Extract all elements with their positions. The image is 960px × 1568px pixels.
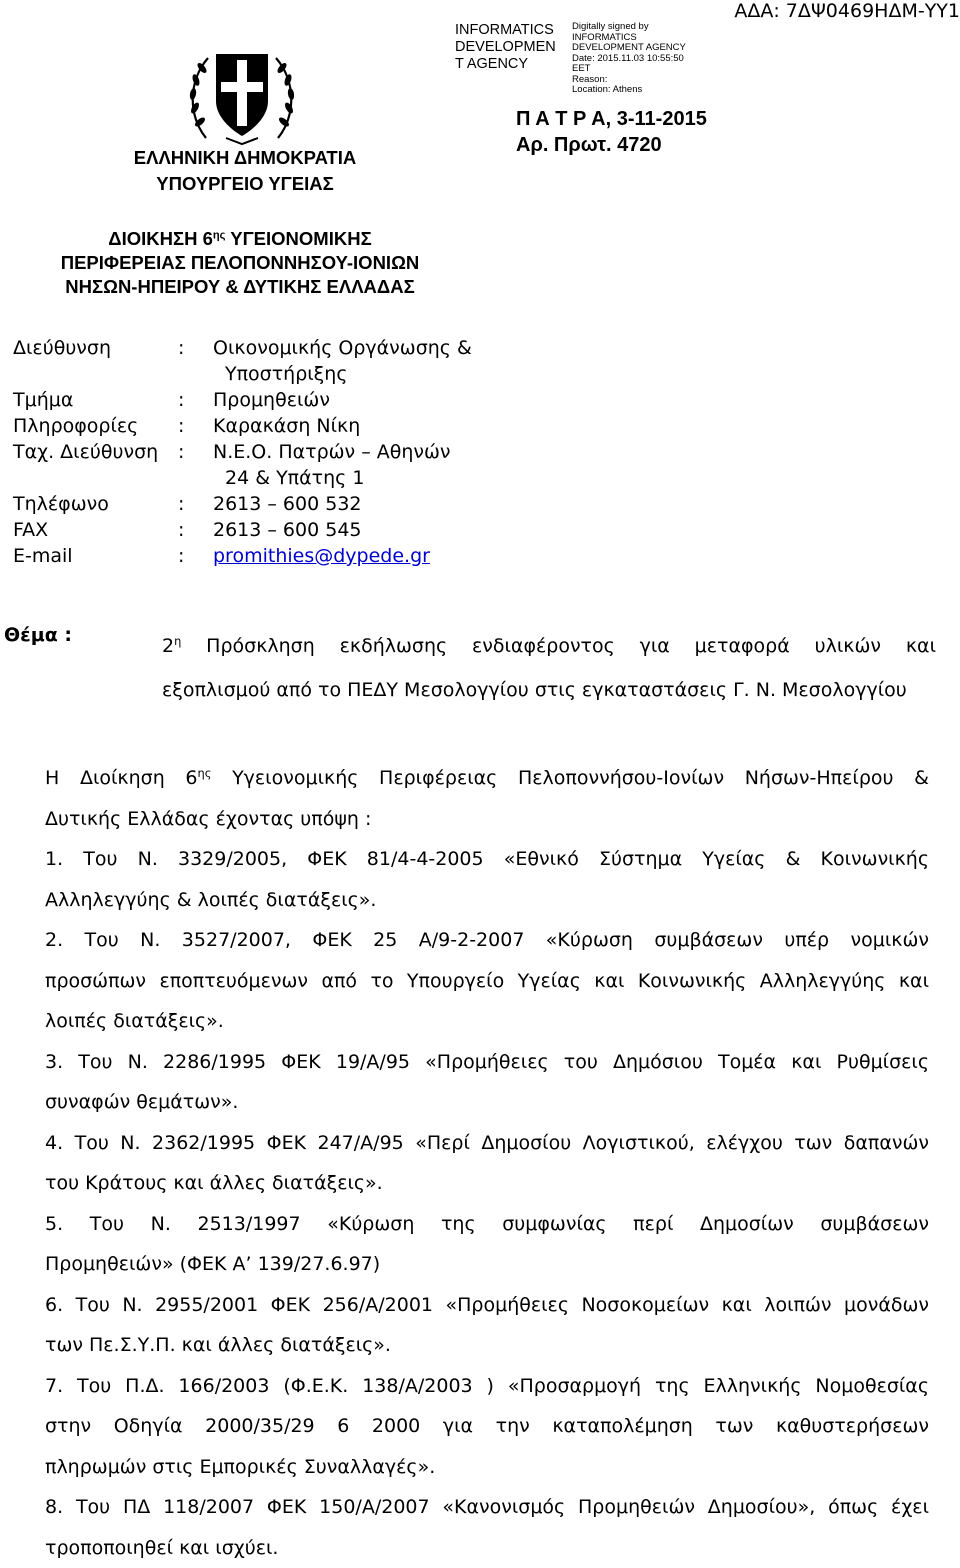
signature-line: DEVELOPMENT AGENCY bbox=[572, 43, 686, 54]
legal-reference-line: 2. Του Ν. 3527/2007, ΦΕΚ 25 Α/9-2-2007 «Κύρωση συμβάσεων υπέρ νομικών bbox=[45, 920, 929, 961]
contact-row: Τμήμα : Προμηθειών bbox=[13, 387, 513, 413]
authority-line: ΠΕΡΙΦΕΡΕΙΑΣ ΠΕΛΟΠΟΝΝΗΣΟΥ-ΙΟΝΙΩΝ bbox=[0, 251, 490, 275]
contact-row: FAX : 2613 – 600 545 bbox=[13, 517, 513, 543]
legal-reference-line: Προμηθειών» (ΦΕΚ Α’ 139/27.6.97) bbox=[45, 1244, 929, 1285]
legal-reference-item bbox=[45, 1042, 929, 1123]
legal-reference-item bbox=[45, 920, 929, 1042]
signature-line: EET bbox=[572, 64, 686, 75]
legal-reference-line: λοιπές διατάξεις». bbox=[45, 1001, 929, 1042]
intro-line: Δυτικής Ελλάδας έχοντας υπόψη : bbox=[45, 799, 929, 840]
legal-reference-line: 1. Του Ν. 3329/2005, ΦΕΚ 81/4-4-2005 «Εθνικό Σύστημα Υγείας & Κοινωνικής bbox=[45, 839, 929, 880]
legal-reference-line: Αλληλεγγύης & λοιπές διατάξεις». bbox=[45, 880, 929, 921]
contact-row: Διεύθυνση : Οικονομικής Οργάνωσης & Υποστήριξης bbox=[13, 335, 513, 387]
authority-line: ΥΠΟΥΡΓΕΙΟ ΥΓΕΙΑΣ bbox=[0, 171, 495, 197]
subject-text: $2^\eta$ Πρόσκληση εκδήλωσης ενδιαφέροντος για μεταφορά υλικών και εξοπλισμού από το ΠΕΔΥ Μεσολογγίου στις εγκαταστάσεις Γ. Ν. Μεσολογγίου bbox=[162, 624, 936, 712]
legal-reference-line: τροποποιηθεί και ισχύει. bbox=[45, 1528, 929, 1568]
authority-department bbox=[0, 227, 490, 299]
legal-reference-line: 3. Του Ν. 2286/1995 ΦΕΚ 19/Α/95 «Προμήθειες του Δημόσιου Τομέα και Ρυθμίσεις bbox=[45, 1042, 929, 1083]
digital-signature-details bbox=[572, 22, 686, 96]
legal-reference-line: του Κράτους και άλλες διατάξεις». bbox=[45, 1163, 929, 1204]
signature-line: Digitally signed by bbox=[572, 22, 686, 33]
legal-reference-line: 7. Του Π.Δ. 166/2003 (Φ.Ε.Κ. 138/Α/2003 ) «Προσαρμογή της Ελληνικής Νομοθεσίας bbox=[45, 1366, 929, 1407]
signature-line: INFORMATICS bbox=[572, 33, 686, 44]
legal-reference-item bbox=[45, 839, 929, 920]
intro-line: Η Διοίκηση $6^{\eta\varsigma}$ Υγειονομικής Περιφέρειας Πελοποννήσου-Ιονίων Νήσων-Ηπείρου & bbox=[45, 758, 929, 799]
ada-number: ΑΔΑ: 7ΔΨ0469ΗΔΜ-ΥΥ1 bbox=[734, 0, 960, 22]
legal-reference-line: 4. Του Ν. 2362/1995 ΦΕΚ 247/Α/95 «Περί Δημοσίου Λογιστικού, ελέγχου των δαπανών bbox=[45, 1123, 929, 1164]
contact-details bbox=[13, 335, 513, 569]
authority-line: ΕΛΛΗΝΙΚΗ ΔΗΜΟΚΡΑΤΙΑ bbox=[0, 145, 495, 171]
authority-header bbox=[0, 145, 495, 197]
legal-reference-line: στην Οδηγία 2000/35/29 6 2000 για την καταπολέμηση των καθυστερήσεων bbox=[45, 1406, 929, 1447]
agency-line: T AGENCY bbox=[455, 56, 567, 73]
signature-agency-name bbox=[455, 22, 567, 73]
legal-reference-line: των Πε.Σ.Υ.Π. και άλλες διατάξεις». bbox=[45, 1325, 929, 1366]
email-link[interactable]: promithies@dypede.gr bbox=[213, 545, 430, 567]
signature-line: Reason: bbox=[572, 75, 686, 86]
agency-line: DEVELOPMEN bbox=[455, 39, 567, 56]
legal-reference-line: 6. Του Ν. 2955/2001 ΦΕΚ 256/Α/2001 «Προμήθειες Νοσοκομείων και λοιπών μονάδων bbox=[45, 1285, 929, 1326]
legal-reference-item bbox=[45, 1204, 929, 1285]
greek-emblem-icon bbox=[186, 46, 298, 146]
authority-line: ΝΗΣΩΝ-ΗΠΕΙΡΟΥ & ΔΥΤΙΚΗΣ ΕΛΛΑΔΑΣ bbox=[0, 275, 490, 299]
place-date: Π Α Τ Ρ Α, 3-11-2015 bbox=[516, 108, 707, 131]
contact-row: Πληροφορίες : Καρακάση Νίκη bbox=[13, 413, 513, 439]
legal-reference-line: πληρωμών στις Εμπορικές Συναλλαγές». bbox=[45, 1447, 929, 1488]
legal-references-list bbox=[45, 839, 929, 1568]
protocol-number: Αρ. Πρωτ. 4720 bbox=[516, 134, 662, 157]
legal-reference-item bbox=[45, 1366, 929, 1488]
contact-row: E-mail : promithies@dypede.gr bbox=[13, 543, 513, 569]
legal-reference-line: 5. Του Ν. 2513/1997 «Κύρωση της συμφωνίας περί Δημοσίων συμβάσεων bbox=[45, 1204, 929, 1245]
authority-line: ΔΙΟΙΚΗΣΗ $6^{\eta\varsigma}$ ΥΓΕΙΟΝΟΜΙΚΗΣ bbox=[0, 227, 490, 251]
signature-line: Date: 2015.11.03 10:55:50 bbox=[572, 54, 686, 65]
legal-reference-item bbox=[45, 1123, 929, 1204]
legal-reference-line: συναφών θεμάτων». bbox=[45, 1082, 929, 1123]
agency-line: INFORMATICS bbox=[455, 22, 567, 39]
legal-reference-item bbox=[45, 1487, 929, 1568]
document-body bbox=[45, 758, 929, 1568]
legal-reference-item bbox=[45, 1285, 929, 1366]
subject-label: Θέμα : bbox=[4, 624, 72, 646]
legal-reference-line: προσώπων εποπτευόμενων από το Υπουργείο Υγείας και Κοινωνικής Αλληλεγγύης και bbox=[45, 961, 929, 1002]
contact-row: Τηλέφωνο : 2613 – 600 532 bbox=[13, 491, 513, 517]
signature-line: Location: Athens bbox=[572, 85, 686, 96]
contact-row: Ταχ. Διεύθυνση : Ν.Ε.Ο. Πατρών – Αθηνών 24 & Υπάτης 1 bbox=[13, 439, 513, 491]
legal-reference-line: 8. Του ΠΔ 118/2007 ΦΕΚ 150/Α/2007 «Κανονισμός Προμηθειών Δημοσίου», όπως έχει bbox=[45, 1487, 929, 1528]
